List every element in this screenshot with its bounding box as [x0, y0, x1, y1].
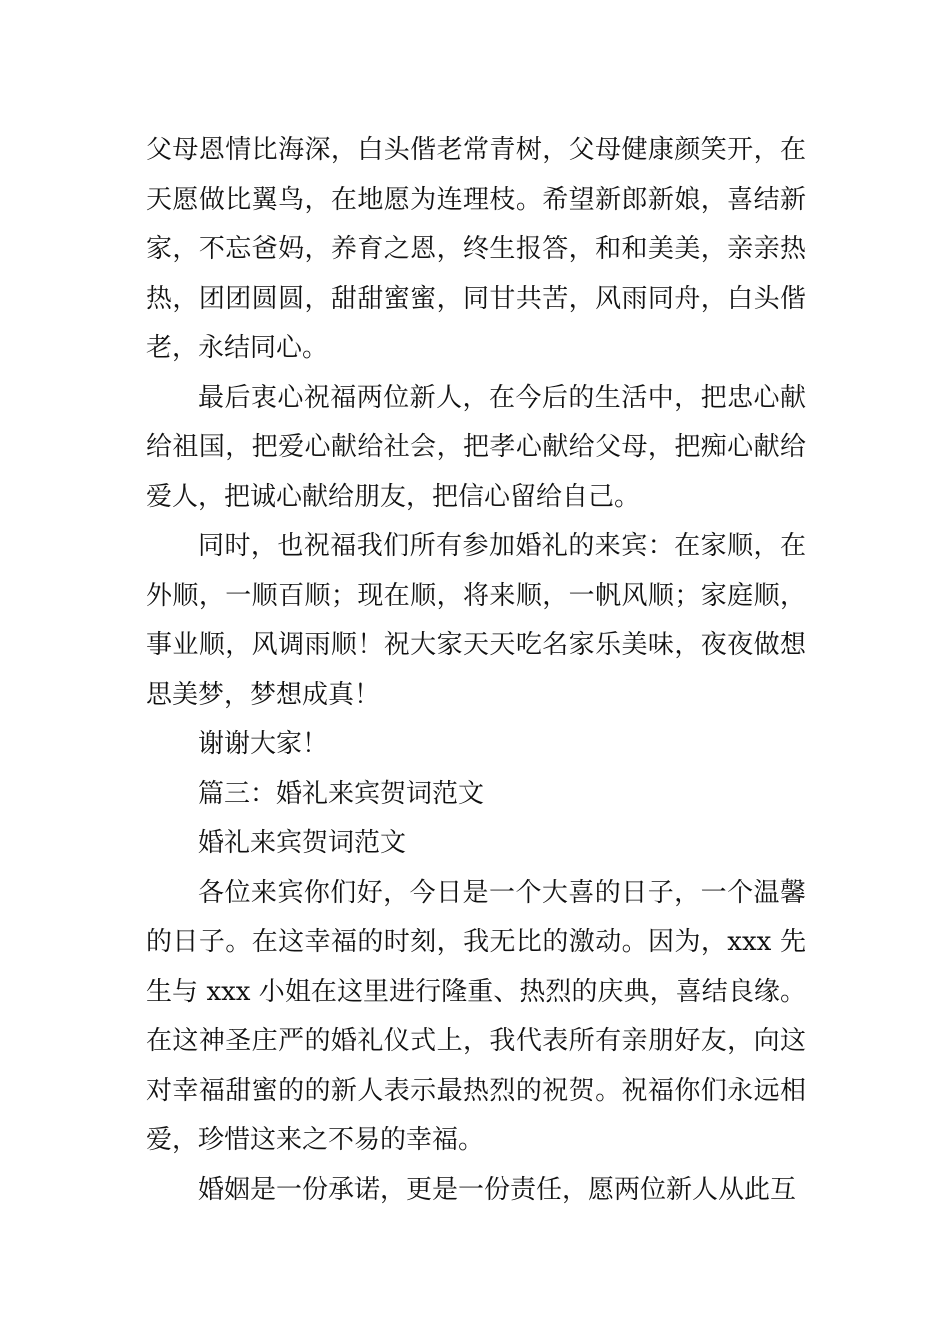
- section-heading: 篇三：婚礼来宾贺词范文: [198, 778, 485, 809]
- document-body: [146, 126, 806, 1215]
- paragraph-thanks: 谢谢大家！: [198, 729, 329, 759]
- paragraph-guest-blessing: 同时，也祝福我们所有参加婚礼的来宾：在家顺，在外顺，一顺百顺；现在顺，将来顺，一帆风顺；家庭顺，事业顺，风调雨顺！祝大家天天吃名家乐美味，夜夜做想思美梦，梦想成真！: [146, 531, 806, 710]
- paragraph-final-blessing: 最后衷心祝福两位新人，在今后的生活中，把忠心献给祖国，把爱心献给社会，把孝心献给父母，把痴心献给爱人，把诚心献给朋友，把信心留给自己。: [146, 382, 806, 512]
- paragraph-marriage-promise: 婚姻是一份承诺，更是一份责任，愿两位新人从此互: [198, 1174, 797, 1205]
- section-subtitle: 婚礼来宾贺词范文: [198, 828, 407, 858]
- paragraph-parents-blessing: 父母恩情比海深，白头偕老常青树，父母健康颜笑开，在天愿做比翼鸟，在地愿为连理枝。希望新郎新娘，喜结新家，不忘爸妈，养育之恩，终生报答，和和美美，亲亲热热，团团圆圆，甜甜蜜蜜，同甘共苦，风雨同舟，白头偕老，永结同心。: [146, 135, 806, 363]
- paragraph-welcome: 各位来宾你们好，今日是一个大喜的日子，一个温馨的日子。在这幸福的时刻，我无比的激动。因为，xxx 先生与 xxx 小姐在这里进行隆重、热烈的庆典，喜结良缘。在这神圣庄严的婚礼仪式上，我代表所有亲朋好友，向这对幸福甜蜜的的新人表示最热烈的祝贺。祝福你们永远相爱，珍惜这来之不易的幸福。: [146, 877, 806, 1155]
